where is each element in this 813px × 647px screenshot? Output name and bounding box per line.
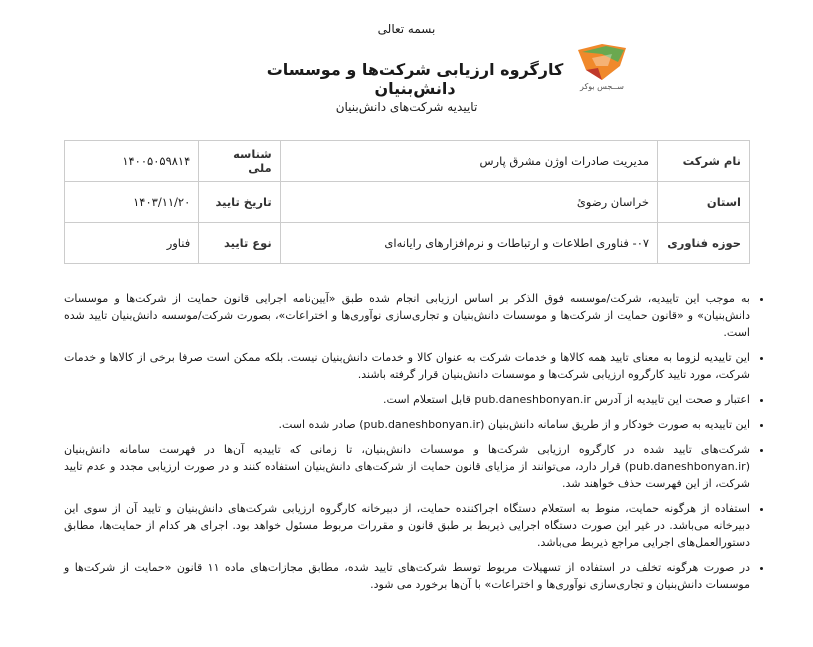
table-row <box>65 223 750 264</box>
page-title: کارگروه ارزیابی شرکت‌ها و موسسات دانش‌بنیان <box>266 60 564 98</box>
list-item: • شرکت‌های تایید شده در کارگروه ارزیابی شرکت‌ها و موسسات دانش‌بنیان، تا زمانی که تاییدیه آن‌ها در فهرست سامانه دانش‌بنیان (pub.daneshbonyan.ir) قرار دارد، می‌توانند از مزایای قانون حمایت از شرکت‌های دانش‌بنیان استفاده کنند و در صورت ارزیابی مجدد و عدم تایید شرکت، از این فهرست حذف خواهند شد. <box>64 441 750 492</box>
province-value: خراسان رضوئ <box>280 182 657 223</box>
organization-logo <box>572 40 632 96</box>
header <box>0 40 813 100</box>
company-info-table <box>64 140 750 264</box>
list-item: • اعتبار و صحت این تاییدیه از آدرس pub.daneshbonyan.ir قابل استعلام است. <box>64 391 750 408</box>
list-item: • این تاییدیه به صورت خودکار و از طریق سامانه دانش‌بنیان (pub.daneshbonyan.ir) صادر شده است. <box>64 416 750 433</box>
tech-field-value: ۰۷- فناوری اطلاعات و ارتباطات و نرم‌افزارهای رایانه‌ای <box>280 223 657 264</box>
company-name-label: نام شرکت <box>658 141 750 182</box>
approval-date-label: تاریخ تایید <box>199 182 280 223</box>
national-id-label: شناسه ملی <box>199 141 280 182</box>
list-item: • در صورت هرگونه تخلف در استفاده از تسهیلات مربوط توسط شرکت‌های تایید شده، مطابق مجازات‌های ماده ۱۱ قانون «حمایت از شرکت‌ها و موسسات دانش‌بنیان و تجاری‌سازی نوآوری‌ها و اختراعات» با آن‌ها برخورد می شود. <box>64 559 750 593</box>
table-row <box>65 141 750 182</box>
list-item: • به موجب این تاییدیه، شرکت/موسسه فوق الذکر بر اساس ارزیابی انجام شده طبق «آیین‌نامه اجرایی قانون حمایت از شرکت‌ها و موسسات دانش‌بنیان» و «قانون حمایت از شرکت‌ها و موسسات دانش‌بنیان و تجاری‌سازی نوآوری‌ها و اختراعات»، بصورت شرکت/موسسه دانش‌بنیان تایید شده است. <box>64 290 750 341</box>
basmala: بسمه تعالی <box>377 22 436 36</box>
approval-type-value: فناور <box>65 223 199 264</box>
tech-field-label: حوزه فناوری <box>658 223 750 264</box>
company-name-value: مدیریت صادرات اوژن مشرق پارس <box>280 141 657 182</box>
logo-caption: ســجس بوکر <box>580 82 624 91</box>
logo-emblem-icon <box>572 40 632 84</box>
list-item: • این تاییدیه لزوما به معنای تایید همه کالاها و خدمات شرکت به عنوان کالا و خدمات دانش‌بنیان نیست. بلکه ممکن است صرفا برخی از کالاها و خدمات شرکت، مورد تایید کارگروه ارزیابی شرکت‌ها و موسسات دانش‌بنیان قرار گرفته باشند. <box>64 349 750 383</box>
page-subtitle: تاییدیه شرکت‌های دانش‌بنیان <box>335 100 478 114</box>
approval-date-value: ۱۴۰۳/۱۱/۲۰ <box>65 182 199 223</box>
list-item: • استفاده از هرگونه حمایت، منوط به استعلام دستگاه اجراکننده حمایت، از دبیرخانه کارگروه ارزیابی شرکت‌های دانش‌بنیان و تایید آن از سوی این دبیرخانه می‌باشد. در غیر این صورت دستگاه اجرایی ذیربط بر طبق قانون و مقررات مربوط مسئول خواهد بود. اجرای هر کدام از حمایت‌ها، مطابق دستورالعمل‌های اجرایی مراجع ذیربط می‌باشد. <box>64 500 750 551</box>
national-id-value: ۱۴۰۰۵۰۵۹۸۱۴ <box>65 141 199 182</box>
table-row <box>65 182 750 223</box>
approval-type-label: نوع تایید <box>199 223 280 264</box>
notes-list <box>64 290 764 601</box>
province-label: استان <box>658 182 750 223</box>
